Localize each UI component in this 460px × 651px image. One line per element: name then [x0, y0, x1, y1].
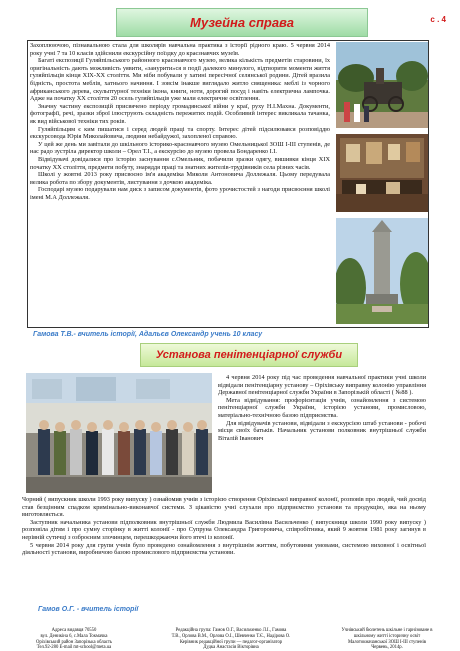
- footer-line: Малотокмачанської ЗОШ І-ІІІ ступенів: [347, 639, 426, 645]
- footer-line: Адреса видавця 70550: [51, 628, 97, 633]
- paragraph: Відвідувачі довідалися про історію заснування с.Омельник, побачили зразки одягу, вишивки кінця ХІХ початку ХХ століття, предмети побуту, знаряддя праці та знатних жителів-трудівників села різних часів.: [30, 155, 330, 171]
- publisher-info: [4, 628, 144, 651]
- paragraph: У цей же день ми завітали до шкільного історико-краєзнавчого музею Омельницької ЗОШ І-ІІІ ступенів, де нас радо зустріла директор школи – Орел Т.І., а екскурсію до музею провела Бондаренко І.І.: [30, 140, 330, 156]
- footer-line: Тел.92-280 E-mail mt-school@meta.ua: [36, 645, 112, 651]
- museum-article-signature: Гамова Т.В.- вчитель історії, Адальєв Олександр учень 10 класу: [33, 331, 263, 338]
- paragraph: Чорний ( випускник школи 1993 року випуску ) ознайомив учнів з історією створення Оріхівської виправної колонії, розповів про людей, чий досвід став безцінним спадком кримінально-виконавчої системи. З цікавістю учні слухали про підприємство установи та продукцію, яка на ньому виготовляється.: [22, 496, 426, 519]
- museum-section-title: Музейна справа: [190, 15, 294, 30]
- paragraph: Школі у жовтні 2013 року присвоєно ім'я академіка Миколи Антоновича Доллежаля. Цьому передувала велика робота по збору документів, листування з дочкою академіка.: [30, 171, 330, 186]
- paragraph: Захоплюючою, пізнавальною стала для школярів навчальна практика з історії рідного краю. 5 червня 2014 року учні 7 та 10 класів здійснили екскурсійну поїздку до краєзнавчих музеїв.: [30, 42, 330, 57]
- footer-line: Учнівський бюлетень шкільне і гарнізоване в: [341, 628, 433, 633]
- tachanka-monument-photo: [336, 42, 428, 128]
- museum-interior-photo: [336, 134, 428, 212]
- footer-line: Керівник редакційної групи — педагог-організатор: [179, 639, 283, 645]
- bulletin-info: [318, 628, 456, 651]
- paragraph: 4 червня 2014 року під час проведення навчальної практики учні школи відвідали пенітенціарну установу – Оріхівську виправну колонію управління Державної пенітенціарної служби України в Запорізькій області ( №88 ).: [218, 374, 426, 397]
- footer-line: Дудка Анастасія Вікторівна: [203, 645, 259, 651]
- paragraph: Багаті експозиції Гуляйпільського районного краєзнавчого музею, велика кількість предметів старовини, їх оригінальність дають можливість уявити, «занурити»ся в події далекого минулого, відтворити моменти життя гуляйпільців кінця ХІХ-ХХ століття. Ми ніби побували у хатині пересічної селянської родини. Дітей вразила бідність, простота меблів, хатнього начиння. І зовсім інакше виглядало житло священика: меблі із чорного африканського дерева, скульптурної техніки ікона, книги, ноти, дорогий посуд і навіть електрична лампочка. Адже на початку ХХ століття 20 осель гуляйпільців уже мали електричне освітлення.: [30, 57, 330, 103]
- footer-line: Червень, 2014р.: [371, 645, 403, 651]
- penitentiary-article-signature: Гамов О.Г. - вчитель історії: [38, 606, 139, 613]
- paragraph: Для відвідувачів установи, відвідали з екскурсією штаб установи - робочі місця своїх батьків. Начальник установи полковник внутрішньої служби Віталій Іванович: [218, 419, 426, 442]
- footer-line: вул. Деникіна 6, с.Мала Токмачка: [40, 633, 108, 639]
- paragraph: Значну частину експозицій присвячено періоду громадянської війни у краї, руху Н.І.Махна. Документи, фотографії, речі, зразки зброї ілюструють складність пережитих подій. Особливий інтерес викликала тачанка, як вид військової техніки тих років.: [30, 102, 330, 125]
- page-number: с . 4: [430, 15, 446, 24]
- penitentiary-section-header: [140, 343, 358, 367]
- penitentiary-article-text: [22, 496, 426, 557]
- paragraph: Гуляйпільцям є ким пишатися і серед людей праці та спорту. Інтерес дітей підсилювався розповіддю екскурсовода Юрія Миколайовича, людини небайдужої, захопленої справою.: [30, 125, 330, 141]
- paragraph: 5 червня 2014 року для групи учнів було проведено ознайомлення з внутрішнім життям, побутовими умовами, системою виховної і освітньої діяльності установи, виробничою базою промислового підприємства установи.: [22, 541, 426, 557]
- penitentiary-article-column: [218, 374, 426, 442]
- footer-line: Оріхівський район Запорізька область: [35, 639, 113, 645]
- paragraph: Господарі музею подарували нам диск з записом документів, фото урочистостей з нагоди присвоєння школі імені М.А Доллежаля.: [30, 186, 330, 201]
- paragraph: Мета відвідування: профорієнтація учнів, ознайомлення з системою пенітенціарної служби України, історією установи, промисловою, матеріально-технічною базою підприємства.: [218, 396, 426, 419]
- page-footer: [0, 628, 460, 650]
- penitentiary-section-title: Установа пенітенціарної служби: [155, 349, 343, 361]
- group-photo: [26, 373, 212, 493]
- footer-line: Т.В., Орлова В.М., Орлова О.І., Шевченко Т.Є., Надірова О.: [171, 633, 291, 639]
- memorial-monument-photo: [336, 218, 428, 324]
- editorial-group-info: [148, 628, 314, 651]
- paragraph: Заступник начальника установи підполковник внутрішньої служби Людмила Василівна Васильченко ( випускниця школи 1990 року випуску ) розповіла дітям і про сумну сторінку в житті колонії - про Супруна Олександра Григоровича, співробітника, який 9 жовтня 1981 року загинув в нерівній сутичці з озброєним злочинцем, перешкоджаючи його втечі із колонії.: [22, 518, 426, 541]
- museum-section-header: [116, 8, 368, 37]
- footer-line: Редакційна група: Гамов О.Г., Васильченко Л.І., Гамова: [175, 628, 287, 633]
- museum-article-text: [30, 42, 330, 201]
- footer-line: шкільному житті історичну освіт: [353, 633, 421, 639]
